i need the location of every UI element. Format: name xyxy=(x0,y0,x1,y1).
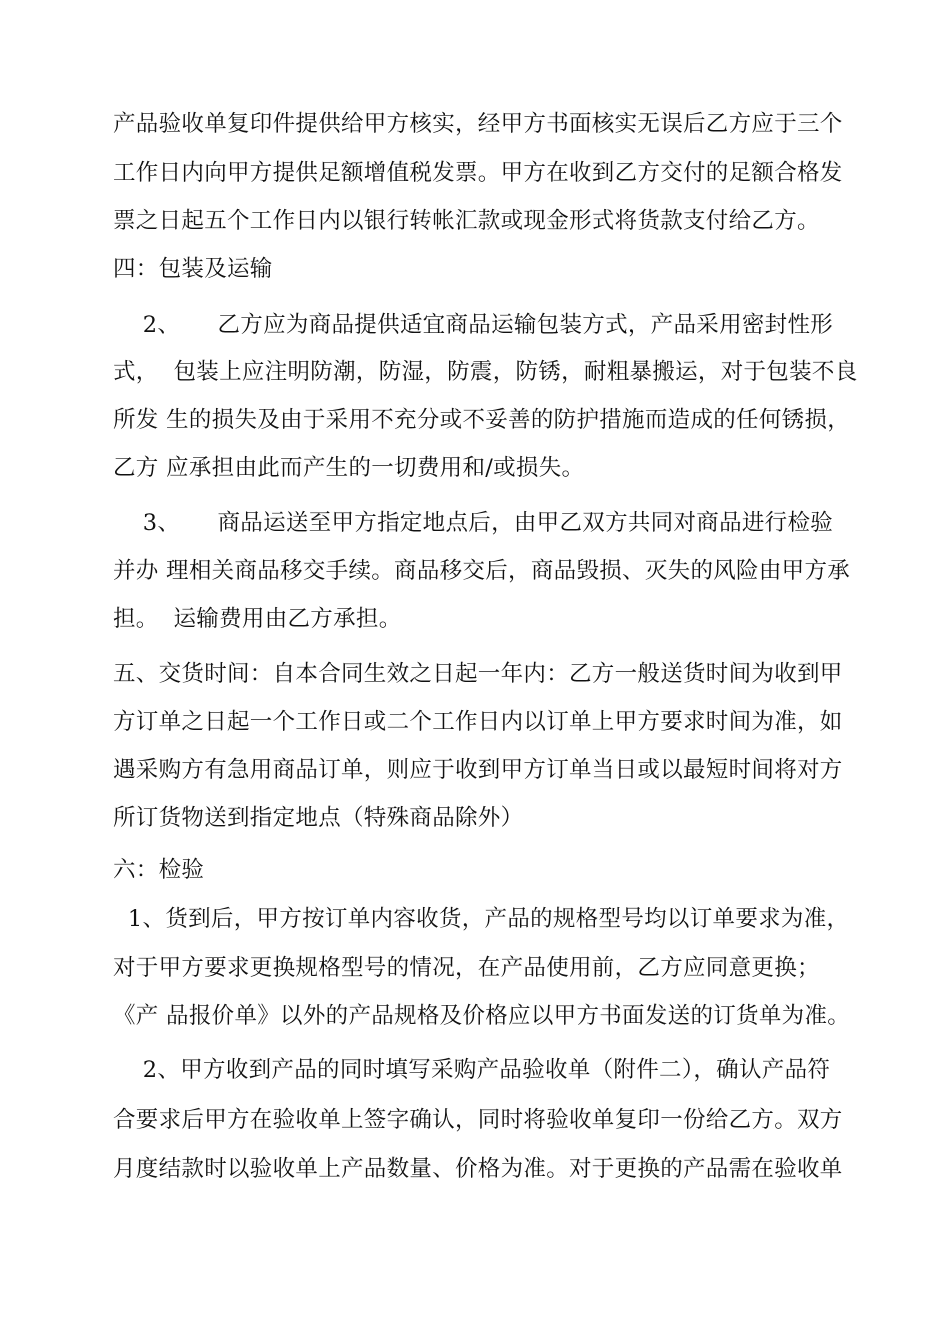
text-line: 担。 运输费用由乙方承担。 xyxy=(113,606,402,632)
text-line: 乙方 应承担由此而产生的一切费用和/或损失。 xyxy=(113,455,585,481)
text-line: 1、货到后，甲方按订单内容收货，产品的规格型号均以订单要求为准， xyxy=(113,906,850,932)
text-line: 对于甲方要求更换规格型号的情况，在产品使用前，乙方应同意更换； xyxy=(113,955,820,981)
text-line: 《产 品报价单》以外的产品规格及价格应以甲方书面发送的订货单为准。 xyxy=(113,1003,851,1029)
text-line: 产品验收单复印件提供给甲方核实，经甲方书面核实无误后乙方应于三个 xyxy=(113,111,843,137)
text-line: 式， 包装上应注明防潮，防湿，防震，防锈，耐粗暴搬运，对于包装不良 xyxy=(113,359,858,385)
text-line: 所订货物送到指定地点（特殊商品除外） xyxy=(113,805,524,831)
text-line: 并办 理相关商品移交手续。商品移交后，商品毁损、灭失的风险由甲方承 xyxy=(113,558,851,584)
text-line: 合要求后甲方在验收单上签字确认，同时将验收单复印一份给乙方。双方 xyxy=(113,1107,843,1133)
section-heading: 四：包装及运输 xyxy=(113,256,273,282)
text-line: 工作日内向甲方提供足额增值税发票。甲方在收到乙方交付的足额合格发 xyxy=(113,160,843,186)
text-line: 3、 商品运送至甲方指定地点后，由甲乙双方共同对商品进行检验 xyxy=(113,510,834,536)
text-line: 2、甲方收到产品的同时填写采购产品验收单（附件二），确认产品符 xyxy=(113,1057,831,1083)
text-line: 月度结款时以验收单上产品数量、价格为准。对于更换的产品需在验收单 xyxy=(113,1156,843,1182)
section-heading: 六：检验 xyxy=(113,857,205,883)
text-line: 遇采购方有急用商品订单，则应于收到甲方订单当日或以最短时间将对方 xyxy=(113,757,843,783)
text-line: 所发 生的损失及由于采用不充分或不妥善的防护措施而造成的任何锈损， xyxy=(113,407,851,433)
text-line: 2、 乙方应为商品提供适宜商品运输包装方式，产品采用密封性形 xyxy=(113,312,834,338)
text-line: 票之日起五个工作日内以银行转帐汇款或现金形式将货款支付给乙方。 xyxy=(113,208,820,234)
text-line: 方订单之日起一个工作日或二个工作日内以订单上甲方要求时间为准，如 xyxy=(113,709,843,735)
section-heading: 五、交货时间：自本合同生效之日起一年内：乙方一般送货时间为收到甲 xyxy=(113,661,843,687)
